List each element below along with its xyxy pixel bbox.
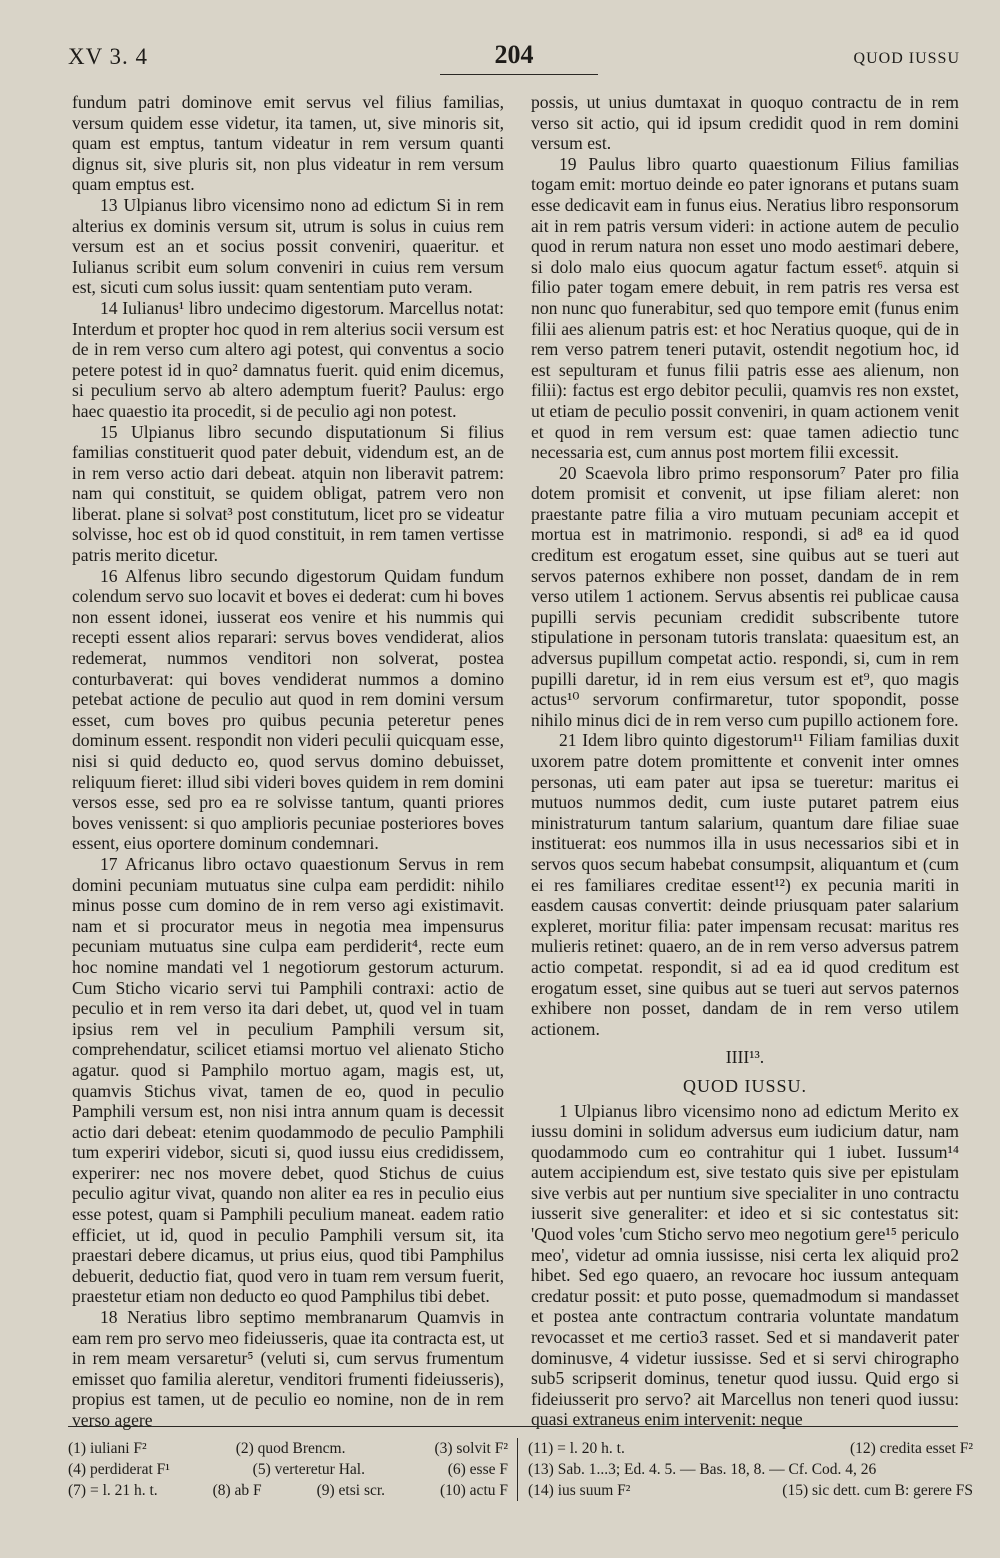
footnote: (6) esse F [447, 1461, 508, 1478]
footnote: (12) credita esset F² [849, 1440, 973, 1457]
footnote: (11) = l. 20 h. t. [528, 1440, 625, 1457]
paragraph: 17 Africanus libro octavo quaestionum Servus in rem domini pecuniam mutuatus sine culpa eam perdidit: nihilo minus posse cum domino de in rem verso agi existimavit. nam et si procurator meus in negotia mea impensurus pecuniam mutuatus sine culpa eam perdiderit⁴, recte eum hoc nomine mandati vel 1 negotiorum gestorum acturum. Cum Sticho vicario servi tui Pamphili contraxi: actio de peculio et in rem verso ita dari debet, ut, quod vel in tuam ipsius rem vel in peculium Pamphili versum sit, comprehendatur, scilicet etiamsi mortuo vel alienato Sticho agatur. quod si Pamphilo mortuo agam, magis est, ut, quamvis Stichus vivat, tamen de eo, quod in peculio Pamphili versum est, non nisi intra annum quam is decessit actio dari debeat: etenim quodammodo de peculio Pamphili tum experiri videbor, sicuti si, quod iussu eius credidissem, experirer: nec nos movere debet, quod Stichus de cuius peculio agitur vivat, quando non aliter ea res in peculio eius esse potest, quam si Pamphili peculium maneat. eadem ratio efficiet, ut id, quod in peculio Pamphili versum sit, ita praestari debere dicamus, ut prius eius, quod tibi Pamphilus debuerit, deductio fiat, quod vero in tuam rem versum fuerit, praestetur etiam non deducto eo quod Pamphilus tibi debet. [72, 853, 504, 1307]
footnote: (3) solvit F² [434, 1440, 508, 1457]
footnote: (7) = l. 21 h. t. [68, 1482, 158, 1499]
footnote: (2) quod Brencm. [235, 1440, 346, 1457]
paragraph: 19 Paulus libro quarto quaestionum Filius familias togam emit: mortuo deinde eo pater ignorans et putans suam esse dedicavit eam in funus eius. Neratius libro responsorum ait in rem patris versum videri: in actione autem de peculio quod in rerum natura non esset uno modo aestimari debere, si dolo malo eius quocum agatur factum esset⁶. atquin si filio pater togam emere debuit, in rem patris res versa est non nunc quo funerabitur, sed quo tempore emit (funus enim filii aes alienum patris est: et hoc Neratius quoque, qui de in rem verso patrem teneri putavit, ostendit negotium hoc, id est sepulturam et funus filii patris esse aes alienum, non filii): factus est ergo debitor peculii, quamvis res non exstet, ut etiam de peculio possit conveniri, in quam actionem venit et quod in rem versum est: quae tamen adiectio tunc necessaria est, cum annus post mortem filii excessit. [531, 153, 959, 463]
paragraph: 21 Idem libro quinto digestorum¹¹ Filiam familias duxit uxorem patre dotem promittente et convenit inter omnes personas, uti eam pater aut ipsa se tueretur: maritus ei mutuos nummos dedit, cum iuste putaret patrem eius ministraturum tantum salarium, quantum dare filiae suae instituerat: eos nummos illa in usus necessarios sibi et in servos quos secum habebat consumpsit, aliquantum et (cum ei res familiares creditae essent¹²) ex pecunia mariti in easdem causas convertit: deinde priusquam pater salarium expleret, moritur filia: pater impensam recusat: maritus res mulieris retinet: quaero, an de in rem verso adversus patrem actio competat. respondit, si ad ea id quod creditum est erogatum esset, sine quibus aut se tueri aut servos paternos exhibere non posset, dandam de in rem verso utilem actionem. [531, 730, 959, 1039]
running-head-left: XV 3. 4 [68, 44, 149, 69]
title-heading: QUOD IUSSU. [682, 1075, 807, 1096]
footnote: (5) verteretur Hal. [252, 1461, 365, 1478]
paragraph: 1 Ulpianus libro vicensimo nono ad edictum Merito ex iussu domini in solidum adversus eum iudicium datur, nam quodammodo cum eo contrahitur qui 1 iubet. Iussum¹⁴ autem accipiendum est, sive testato quis sive per epistulam sive verbis aut per nuntium sive specialiter in uno contractu iusserit sive generaliter: et ideo et si sic contestatus sit: 'Quod voles 'cum Sticho servo meo negotium gere¹⁵ periculo meo', videtur ad omnia iussisse, nisi certa lex aliquid pro2 hibet. Sed ego quaero, an revocare hoc iussum antequam credatur possit: et puto posse, quemadmodum si mandasset et postea ante contractum contraria voluntate mandatum revocasset et me certio3 rasset. Sed et si mandaverit pater dominusve, 4 videtur iussisse. Sed et si servi chirographo sub5 scripserit dominus, tenetur quod iussu. Quid ergo si fideiusserit pro servo? ait Marcellus non teneri quod iussu: quasi extraneus enim intervenit: neque [531, 1100, 959, 1430]
footnote-row [528, 1459, 973, 1480]
paragraph: 20 Scaevola libro primo responsorum⁷ Pater pro filia dotem promisit et convenit, ut ipse filiam aleret: non praestante patre filia a viro mutuam pecuniam accepit et mortua est in matrimonio. respondi, si ad⁸ ea id quod creditum est erogatum esset, sine quibus aut se tueri aut servos paternos exhibere non posset, dandam de in rem verso utilem 1 actionem. Servus absentis rei publicae causa pupilli servis pecuniam credidit subscribente tutore stipulatione in personam tutoris translata: quaesitum est, an adversus pupillum competat actio. respondi, si, cum in rem pupilli daretur, id in rem eius versum est et⁹, quo magis actus¹⁰ servorum confirmaretur, tutor spopondit, posse nihilo minus dici de in rem verso cum pupillo actionem fore. [531, 462, 959, 730]
footnote: (1) iuliani F² [68, 1440, 147, 1457]
footnote: (15) sic dett. cum B: gerere FS [782, 1482, 973, 1499]
footnote: (10) actu F [439, 1482, 508, 1499]
footnote: (14) ius suum F² [528, 1482, 631, 1499]
running-head-right: QUOD IUSSU [853, 50, 960, 67]
footnote-row [528, 1480, 973, 1501]
footnote-rule [68, 1426, 958, 1427]
footnote-row [68, 1480, 508, 1501]
paragraph: 16 Alfenus libro secundo digestorum Quidam fundum colendum servo suo locavit et boves ei dederat: cum hi boves non essent idonei, iusserat eos venire et his nummis qui recepti essent alios repararі: servus boves vendiderat, alios redemerat, nummos venditori non solverat, postea conturbaverat: qui boves vendiderat nummos a domino petebat actione de peculio aut quod in rem domini versum esset, cum boves pro quibus pecunia peteretur penes dominum essent. respondit non videri peculii quicquam esse, nisi si quid deducto eo, quod servus domino debuisset, reliquum fieret: illud sibi videri boves quidem in rem domini versos esse, sed pro ea re solvisse tantum, quanti priores boves venissent: si quo amplioris pecuniae posteriores boves essent, eius oportere dominum condemnari. [72, 565, 504, 854]
footnotes-right [517, 1438, 973, 1501]
page-number: 204 [494, 40, 534, 69]
footnote: (9) etsi scr. [316, 1482, 386, 1499]
footnotes-left [68, 1438, 508, 1501]
paragraph: possis, ut unius dumtaxat in quoquo contractu de in rem verso sit actio, qui id ipsum credidit quod in rem domini versum est. [531, 92, 959, 154]
footnote-row [68, 1438, 508, 1459]
footnote-row [68, 1459, 508, 1480]
head-rule [440, 74, 598, 75]
right-column [531, 92, 959, 1430]
title-number: IIII¹³. [725, 1047, 765, 1068]
paragraph: 15 Ulpianus libro secundo disputationum Si filius familias constituerit quod pater debuit, videndum est, an de in rem verso actio dari debeat. atquin non liberavit patrem: nam qui constituit, se quidem obligat, patrem vero non liberat. plane si solvat³ post constitutum, licet pro se videatur solvisse, hoc est ob id quod constituit, in rem tamen vertisse patris merito dicetur. [72, 421, 504, 566]
paragraph: 18 Neratius libro septimo membranarum Quamvis in eam rem pro servo meo fideiusseris, quae ita contracta est, ut in rem meam versaretur⁵ (veluti si, cum servus frumentum emisset quo familia aleretur, venditori frumenti fideiusseris), propius est tamen, ut de peculio eo nomine, non de in rem verso agere [72, 1307, 504, 1430]
left-column [72, 92, 504, 1431]
footnote-row [528, 1438, 973, 1459]
footnote: (13) Sab. 1...3; Ed. 4. 5. — Bas. 18, 8. — Cf. Cod. 4, 26 [528, 1461, 877, 1478]
paragraph: 13 Ulpianus libro vicensimo nono ad edictum Si in rem alterius ex dominis versum sit, utrum is solus in cuius rem versum est an et socius possit conveniri, quaeritur. et Iulianus scribit eum solum conveniri in cuius rem versum est, sicuti cum solus iussit: quam sententiam puto veram. [72, 194, 504, 298]
footnote: (4) perdiderat F¹ [68, 1461, 170, 1478]
footnote: (8) ab F [212, 1482, 262, 1499]
paragraph: 14 Iulianus¹ libro undecimo digestorum. Marcellus notat: Interdum et propter hoc quod in rem alterius socii versum est de in rem verso cum altero agi potest, qui conventus a socio petere potest id in quo² damnatus fuerit. quid enim dicemus, si peculium servo ab altero ademptum fuerit? Paulus: ergo haec quaestio ita procedit, si de peculio agi non potest. [72, 297, 504, 421]
paragraph: fundum patri dominove emit servus vel filius familias, versum quidem esse videtur, ita tamen, ut, sive minoris sit, quam est emptus, tantum videatur in rem versum quanti dignus sit, sive pluris sit, non plus videatur in rem versum quam emptus est. [72, 92, 504, 195]
